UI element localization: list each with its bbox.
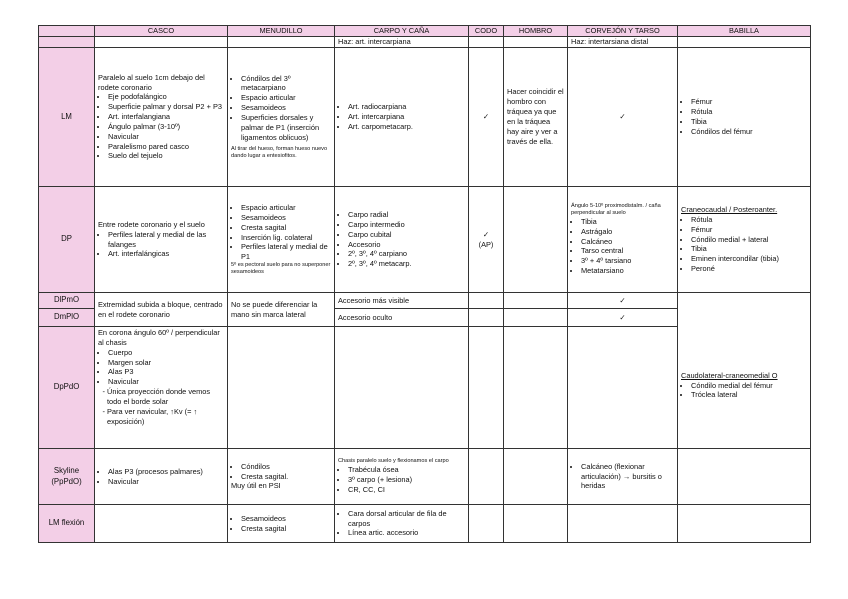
dppdo-hombro-cell xyxy=(504,327,568,449)
lmflex-corvejon-cell xyxy=(568,505,678,543)
dp-babilla-list xyxy=(681,215,807,274)
radiology-projection-table xyxy=(38,25,811,543)
header-hombro: HOMBRO xyxy=(504,26,568,37)
lm-menudillo-list xyxy=(231,74,331,143)
row-dp xyxy=(39,187,811,293)
list-item: • Peroné xyxy=(691,264,807,274)
row-label-lmflex: LM flexión xyxy=(39,505,95,543)
list-item: • Cóndilo medial + lateral xyxy=(691,235,807,245)
skyline-label-line1: Skyline xyxy=(53,466,80,476)
list-item: • Accesorio xyxy=(348,240,465,250)
skyline-menudillo-list xyxy=(231,462,331,482)
lm-menudillo-cell xyxy=(228,48,335,187)
list-item: • Cóndilos del fémur xyxy=(691,127,807,137)
dp-menudillo-cell xyxy=(228,187,335,293)
skyline-label-line2: (PpPdO) xyxy=(51,476,82,486)
list-item: • Cresta sagital. xyxy=(241,472,331,482)
list-item: • Metatarsiano xyxy=(581,266,674,276)
list-item: • Art. interfalángicas xyxy=(108,249,224,259)
dp-hombro-cell xyxy=(504,187,568,293)
list-item: • Art. carpometacarp. xyxy=(348,122,465,132)
skyline-babilla-cell xyxy=(678,449,811,505)
lm-casco-intro: Paralelo al suelo 1cm debajo del rodete coronario xyxy=(98,72,205,92)
header-babilla: BABILLA xyxy=(678,26,811,37)
header-blank xyxy=(39,26,95,37)
lmflex-carpo-list xyxy=(338,509,465,539)
lm-carpo-list xyxy=(338,102,465,132)
row-label-dmplo: DmPlO xyxy=(39,309,95,327)
list-item: • Cresta sagital xyxy=(241,524,331,534)
dp-casco-cell xyxy=(95,187,228,293)
skyline-hombro-cell xyxy=(504,449,568,505)
dp-carpo-cell xyxy=(335,187,469,293)
subheader-codo xyxy=(469,37,504,48)
list-item: • Espacio articular xyxy=(241,93,331,103)
list-item: • Eminen intercondilar (tibia) xyxy=(691,254,807,264)
list-item: • Fémur xyxy=(691,225,807,235)
header-corvejon: CORVEJÓN Y TARSO xyxy=(568,26,678,37)
list-item: • 2º, 3º, 4º metacarp. xyxy=(348,259,465,269)
list-item: • Cóndilo medial del fémur xyxy=(691,381,807,391)
dmplo-codo-cell xyxy=(469,309,504,327)
dppdo-menudillo-cell xyxy=(228,327,335,449)
list-item: • Rótula xyxy=(691,107,807,117)
list-item: • Paralelismo pared casco xyxy=(108,142,224,152)
subheader-casco xyxy=(95,37,228,48)
subheader-corvejon: Haz: intertarsiana distal xyxy=(568,37,678,48)
header-carpo: CARPO Y CAÑA xyxy=(335,26,469,37)
header-codo: CODO xyxy=(469,26,504,37)
list-item: • Cresta sagital xyxy=(241,223,331,233)
lm-babilla-cell xyxy=(678,48,811,187)
lm-menudillo-note: Al tirar del hueso, forman hueso nuevo dando lugar a entesiofitos. xyxy=(231,146,328,160)
dp-babilla-title: Craneocaudal / Posteroanter. xyxy=(681,205,778,215)
list-item: • Inserción lig. colateral xyxy=(241,233,331,243)
dppdo-codo-cell xyxy=(469,327,504,449)
list-item: • Art. interfalangiana xyxy=(108,112,224,122)
subheader-hombro xyxy=(504,37,568,48)
dppdo-babilla-list xyxy=(681,381,807,401)
list-item: • Superficie palmar y dorsal P2 + P3 xyxy=(108,102,224,112)
row-label-dp: DP xyxy=(39,187,95,293)
list-item: • Carpo intermedio xyxy=(348,220,465,230)
dppdo-casco-intro: En corona ángulo 60º / perpendicular al chasis xyxy=(98,328,220,347)
list-item: • Perfiles lateral y medial de las falanges xyxy=(108,230,224,250)
list-item: • Tibia xyxy=(581,217,674,227)
list-item: - Para ver navicular, ↑Kv (= ↑ exposición) xyxy=(107,407,224,427)
lmflex-codo-cell xyxy=(469,505,504,543)
list-item: • Trabécula ósea xyxy=(348,465,465,475)
dppdo-casco-cell xyxy=(95,327,228,449)
list-item: - Única proyección donde vemos todo el borde solar xyxy=(107,387,224,407)
skyline-carpo-note: Chasis paralelo suelo y flexionamos el carpo xyxy=(338,458,449,465)
lmflex-carpo-cell xyxy=(335,505,469,543)
list-item: • 2º, 3º, 4º carpiano xyxy=(348,249,465,259)
skyline-menudillo-after: Muy útil en PSI xyxy=(231,481,281,491)
dlpmo-codo-cell xyxy=(469,293,504,309)
header-row xyxy=(39,26,811,37)
lmflex-casco-cell xyxy=(95,505,228,543)
dp-casco-list xyxy=(98,230,224,260)
skyline-carpo-cell xyxy=(335,449,469,505)
dmplo-corvejon-check: ✓ xyxy=(568,309,678,327)
dp-babilla-cell xyxy=(678,187,811,293)
dlpmo-hombro-cell xyxy=(504,293,568,309)
list-item: • Calcáneo (flexionar articulación) → bursitis o heridas xyxy=(581,462,674,492)
dlpmo-corvejon-check: ✓ xyxy=(568,293,678,309)
lmflex-hombro-cell xyxy=(504,505,568,543)
dp-menudillo-note: 5º es pectoral suelo para no superponer sesamoideos xyxy=(231,262,331,276)
list-item: • Navicular xyxy=(108,132,224,142)
list-item: • Superficies dorsales y palmar de P1 (inserción ligamentos oblicuos) xyxy=(241,113,331,143)
list-item: • Art. intercarpiana xyxy=(348,112,465,122)
lmflex-menudillo-list xyxy=(231,514,331,534)
skyline-codo-cell xyxy=(469,449,504,505)
list-item: • Cuerpo xyxy=(108,348,224,358)
header-casco: CASCO xyxy=(95,26,228,37)
row-lm xyxy=(39,48,811,187)
dppdo-babilla-title: Caudolateral-craneomedial O xyxy=(681,370,778,380)
dmplo-carpo-cell: Accesorio oculto xyxy=(335,309,469,327)
list-item: • Fémur xyxy=(691,97,807,107)
dlpmo-menudillo-cell: No se puede diferenciar la mano sin marca lateral xyxy=(228,293,335,327)
row-label-skyline xyxy=(39,449,95,505)
list-item: • Ángulo palmar (3-10º) xyxy=(108,122,224,132)
skyline-casco-list xyxy=(98,467,224,487)
subheader-carpo: Haz: art. intercarpiana xyxy=(335,37,469,48)
list-item: • Astrágalo xyxy=(581,227,674,237)
list-item: • 3º carpo (+ lesiona) xyxy=(348,475,465,485)
dlpmo-casco-cell: Extremidad subida a bloque, centrado en el rodete coronario xyxy=(95,293,228,327)
list-item: • Carpo radial xyxy=(348,210,465,220)
lm-casco-cell xyxy=(95,48,228,187)
list-item: • Alas P3 xyxy=(108,367,224,377)
subheader-menudillo xyxy=(228,37,335,48)
skyline-corvejon-cell xyxy=(568,449,678,505)
dp-corvejon-list xyxy=(571,217,674,276)
dlpmo-carpo-cell: Accesorio más visible xyxy=(335,293,469,309)
lm-corvejon-check: ✓ xyxy=(568,48,678,187)
row-dlpmo xyxy=(39,293,811,309)
dp-corvejon-cell xyxy=(568,187,678,293)
list-item: • Alas P3 (procesos palmares) xyxy=(108,467,224,477)
lmflex-babilla-cell xyxy=(678,505,811,543)
skyline-carpo-list xyxy=(338,465,465,495)
skyline-menudillo-cell xyxy=(228,449,335,505)
dp-carpo-list xyxy=(338,210,465,269)
list-item: • Línea artic. accesorio xyxy=(348,528,465,538)
dp-codo-cell xyxy=(469,187,504,293)
lm-carpo-cell xyxy=(335,48,469,187)
list-item: • Art. radiocarpiana xyxy=(348,102,465,112)
subheader-row xyxy=(39,37,811,48)
row-skyline xyxy=(39,449,811,505)
list-item: • Calcáneo xyxy=(581,237,674,247)
list-item: • Rótula xyxy=(691,215,807,225)
dppdo-casco-list xyxy=(98,348,224,387)
list-item: • Cara dorsal articular de fila de carpos xyxy=(348,509,465,529)
row-lmflex xyxy=(39,505,811,543)
dp-codo-note: (AP) xyxy=(478,239,494,249)
list-item: • Perfiles lateral y medial de P1 xyxy=(241,242,331,262)
row-label-dlpmo: DlPmO xyxy=(39,293,95,309)
list-item: • Tarso central xyxy=(581,246,674,256)
list-item: • Eje podofalángico xyxy=(108,92,224,102)
dppdo-corvejon-cell xyxy=(568,327,678,449)
list-item: • Tibia xyxy=(691,117,807,127)
dp-menudillo-list xyxy=(231,203,331,262)
subheader-babilla xyxy=(678,37,811,48)
dppdo-babilla-cell xyxy=(678,293,811,449)
lm-babilla-list xyxy=(681,97,807,136)
dp-casco-intro: Entre rodete coronario y el suelo xyxy=(98,219,205,229)
list-item: • CR, CC, CI xyxy=(348,485,465,495)
lmflex-menudillo-cell xyxy=(228,505,335,543)
row-label-lm: LM xyxy=(39,48,95,187)
dppdo-carpo-cell xyxy=(335,327,469,449)
lm-hombro-cell: Hacer coincidir el hombro con tráquea ya que en la tráquea hay aire y ver a través de ella. xyxy=(504,48,568,187)
row-label-dppdo: DpPdO xyxy=(39,327,95,449)
lm-casco-list xyxy=(98,92,224,161)
list-item: • Suelo del tejuelo xyxy=(108,151,224,161)
list-item: • Carpo cubital xyxy=(348,230,465,240)
list-item: • 3º + 4º tarsiano xyxy=(581,256,674,266)
list-item: • Cóndilos xyxy=(241,462,331,472)
lm-codo-check: ✓ xyxy=(469,48,504,187)
dp-codo-check: ✓ xyxy=(482,229,490,239)
list-item: • Tróclea lateral xyxy=(691,390,807,400)
list-item: • Margen solar xyxy=(108,358,224,368)
header-menudillo: MENUDILLO xyxy=(228,26,335,37)
list-item: • Navicular xyxy=(108,377,224,387)
list-item: • Sesamoideos xyxy=(241,213,331,223)
subheader-blank xyxy=(39,37,95,48)
dp-corvejon-note: Ángulo 5-10º proximodistalm. / caña perpendicular al suelo xyxy=(571,202,661,216)
dppdo-casco-dash-list xyxy=(98,387,224,426)
skyline-casco-cell xyxy=(95,449,228,505)
skyline-corvejon-list xyxy=(571,462,674,492)
dmplo-hombro-cell xyxy=(504,309,568,327)
list-item: • Espacio articular xyxy=(241,203,331,213)
list-item: • Sesamoideos xyxy=(241,514,331,524)
list-item: • Navicular xyxy=(108,477,224,487)
list-item: • Cóndilos del 3º metacarpiano xyxy=(241,74,331,94)
list-item: • Tibia xyxy=(691,244,807,254)
list-item: • Sesamoideos xyxy=(241,103,331,113)
